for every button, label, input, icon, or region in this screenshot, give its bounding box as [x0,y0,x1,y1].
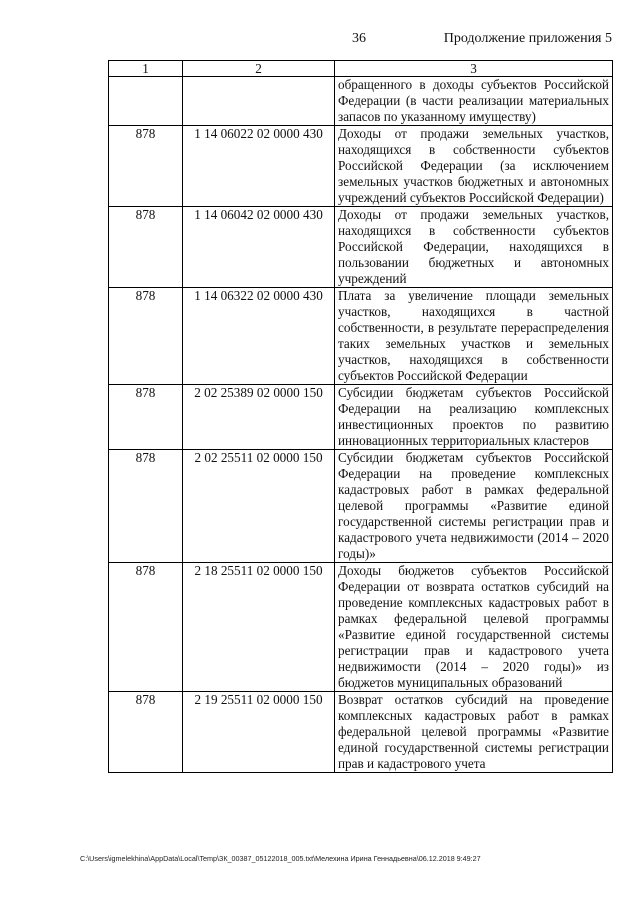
revenue-name-cell: обращенного в доходы субъектов Российской Федерации (в части реализации материальных запасов по указанному имуществу) [335,77,613,126]
admin-code-cell: 878 [109,692,183,773]
table-row [109,207,613,288]
revenue-name-cell: Возврат остатков субсидий на проведение комплексных кадастровых работ в рамках федеральной целевой программы «Развитие единой государственной системы регистрации прав и кадастрового учета [335,692,613,773]
table-row [109,288,613,385]
table-row [109,563,613,692]
budget-code-cell: 2 02 25389 02 0000 150 [183,385,335,450]
revenue-name-cell: Плата за увеличение площади земельных участков, находящихся в частной собственности, в результате перераспределения таких земельных участков и земельных участков, находящихся в собственности субъектов Российской Федерации [335,288,613,385]
budget-code-cell: 2 18 25511 02 0000 150 [183,563,335,692]
admin-code-cell: 878 [109,288,183,385]
revenue-name-cell: Доходы бюджетов субъектов Российской Федерации от возврата остатков субсидий на проведение комплексных кадастровых работ в рамках федеральной целевой программы «Развитие единой государственной системы регистрации прав и кадастрового учета недвижимости (2014 – 2020 годы)» из бюджетов муниципальных образований [335,563,613,692]
page-number: 36 [352,31,366,46]
column-header-2: 2 [183,61,335,77]
budget-code-cell: 2 19 25511 02 0000 150 [183,692,335,773]
table-row [109,77,613,126]
admin-code-cell: 878 [109,385,183,450]
admin-code-cell [109,77,183,126]
budget-code-cell: 2 02 25511 02 0000 150 [183,450,335,563]
admin-code-cell: 878 [109,126,183,207]
budget-code-cell [183,77,335,126]
table-row [109,385,613,450]
continuation-label: Продолжение приложения 5 [443,31,612,46]
admin-code-cell: 878 [109,207,183,288]
revenue-name-cell: Субсидии бюджетам субъектов Российской Федерации на реализацию комплексных инвестиционных проектов по развитию инновационных территориальных кластеров [335,385,613,450]
budget-code-cell: 1 14 06322 02 0000 430 [183,288,335,385]
table-row [109,450,613,563]
budget-code-cell: 1 14 06042 02 0000 430 [183,207,335,288]
admin-code-cell: 878 [109,563,183,692]
revenue-table [108,60,613,773]
revenue-name-cell: Доходы от продажи земельных участков, находящихся в собственности субъектов Российской Федерации (за исключением земельных участков бюджетных и автономных учреждений субъектов Российской Федерации) [335,126,613,207]
column-header-1: 1 [109,61,183,77]
table-row [109,692,613,773]
file-path-footer: C:\Users\igmelekhina\AppData\Local\Temp\ЗК_00387_05122018_005.txt\Мелехина Ирина Геннадьевна\06.12.2018 9:49:27 [80,854,481,863]
admin-code-cell: 878 [109,450,183,563]
revenue-name-cell: Субсидии бюджетам субъектов Российской Федерации на проведение комплексных кадастровых работ в рамках федеральной целевой программы «Развитие единой государственной системы регистрации прав и кадастрового учета недвижимости (2014 – 2020 годы)» [335,450,613,563]
column-header-3: 3 [335,61,613,77]
table-row [109,126,613,207]
budget-code-cell: 1 14 06022 02 0000 430 [183,126,335,207]
column-number-row [109,61,613,77]
revenue-name-cell: Доходы от продажи земельных участков, находящихся в собственности субъектов Российской Федерации, находящихся в пользовании бюджетных и автономных учреждений [335,207,613,288]
